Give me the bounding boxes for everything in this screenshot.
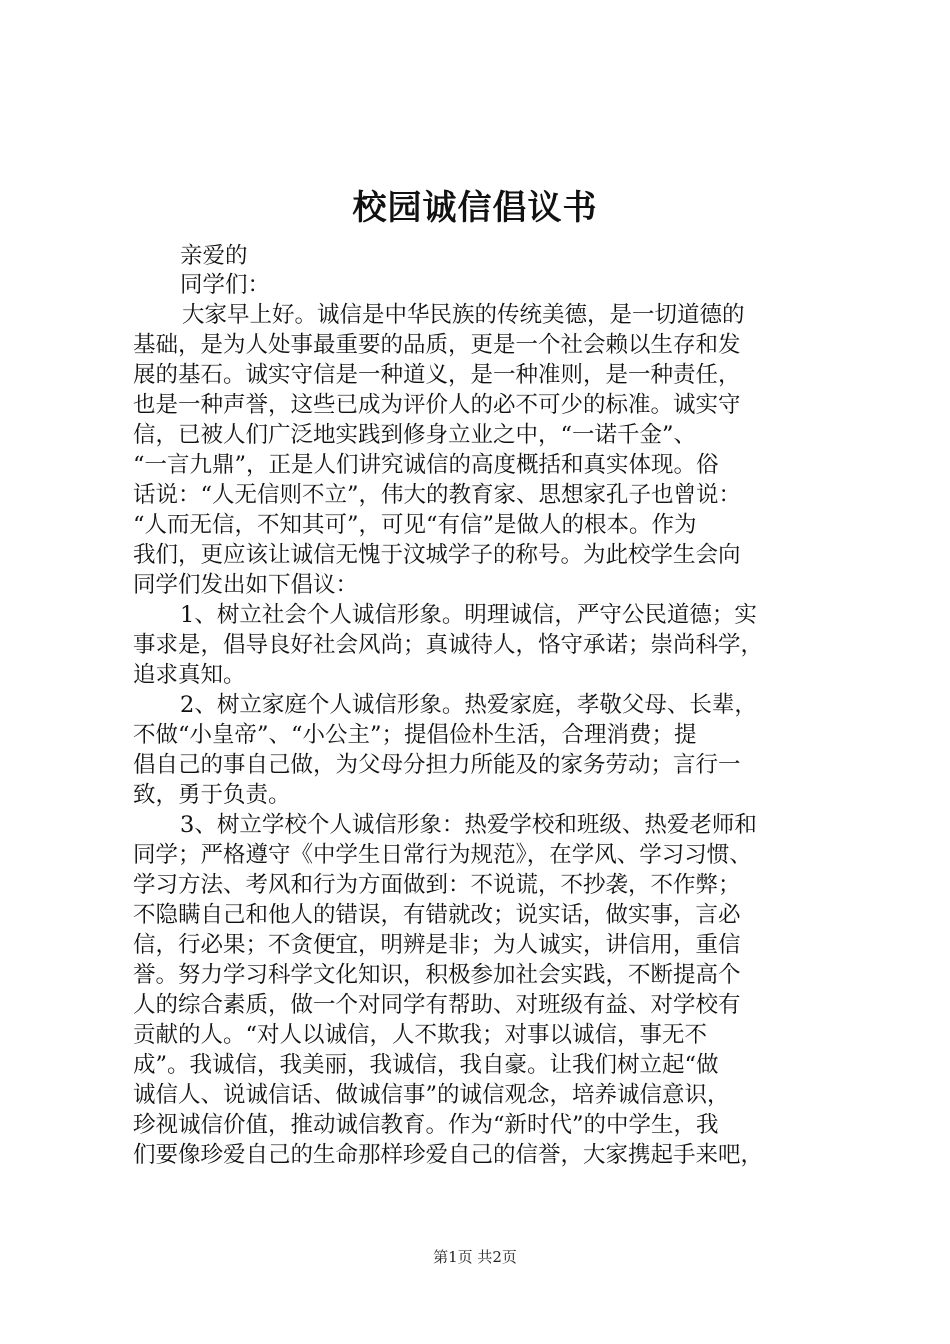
body-line: 3、树立学校个人诚信形象：热爱学校和班级、热爱老师和 [180,812,757,838]
body-line: 1、树立社会个人诚信形象。明理诚信，严守公民道德；实 [180,602,757,628]
body-line: 不隐瞒自己和他人的错误，有错就改；说实话，做实事，言必 [133,902,741,928]
body-line: 同学；严格遵守《中学生日常行为规范》，在学风、学习习惯、 [133,842,752,868]
body-line: 亲爱的 [180,243,248,269]
body-line: 们要像珍爱自己的生命那样珍爱自己的信誉，大家携起手来吧， [133,1142,764,1168]
body-line: 同学们： [180,272,271,298]
body-line: 学习方法、考风和行为方面做到：不说谎，不抄袭，不作弊； [133,872,741,898]
body-line: 信，行必果；不贪便宜，明辨是非；为人诚实，讲信用，重信 [133,932,741,958]
body-line: 誉。努力学习科学文化知识，积极参加社会实践，不断提高个 [133,962,741,988]
body-line: 信，已被人们广泛地实践到修身立业之中，“一诺千金”、 [133,422,697,448]
body-line: 基础，是为人处事最重要的品质，更是一个社会赖以生存和发 [133,332,741,358]
page-footer: 第1页 共2页 [433,1248,517,1266]
body-line: 不做“小皇帝”、“小公主”；提倡俭朴生活，合理消费；提 [133,722,697,748]
body-line: 同学们发出如下倡议： [133,572,359,598]
body-line: 倡自己的事自己做，为父母分担力所能及的家务劳动；言行一 [133,752,741,778]
body-line: 我们，更应该让诚信无愧于汶城学子的称号。为此校学生会向 [133,542,741,568]
body-line: 大家早上好。诚信是中华民族的传统美德，是一切道德的 [182,302,745,328]
body-line: 也是一种声誉，这些已成为评价人的必不可少的标准。诚实守 [133,392,741,418]
body-line: 珍视诚信价值，推动诚信教育。作为“新时代”的中学生，我 [133,1112,719,1138]
body-line: 诚信人、说诚信话、做诚信事”的诚信观念，培养诚信意识， [133,1082,730,1108]
body-line: 致，勇于负责。 [133,782,291,808]
body-line: 成”。我诚信，我美丽，我诚信，我自豪。让我们树立起“做 [133,1052,719,1078]
body-line: “人而无信，不知其可”，可见“有信”是做人的根本。作为 [133,512,697,538]
body-line: 贡献的人。“对人以诚信，人不欺我；对事以诚信，事无不 [133,1022,708,1048]
body-line: “一言九鼎”，正是人们讲究诚信的高度概括和真实体现。俗 [133,452,719,478]
body-line: 事求是，倡导良好社会风尚；真诚待人，恪守承诺；崇尚科学， [133,632,764,658]
document-title: 校园诚信倡议书 [352,188,598,228]
body-line: 人的综合素质，做一个对同学有帮助、对班级有益、对学校有 [133,992,741,1018]
body-line: 2、树立家庭个人诚信形象。热爱家庭，孝敬父母、长辈， [180,692,757,718]
body-line: 展的基石。诚实守信是一种道义，是一种准则，是一种责任， [133,362,741,388]
body-line: 话说：“人无信则不立”，伟大的教育家、思想家孔子也曾说： [133,482,742,508]
body-line: 追求真知。 [133,662,246,688]
